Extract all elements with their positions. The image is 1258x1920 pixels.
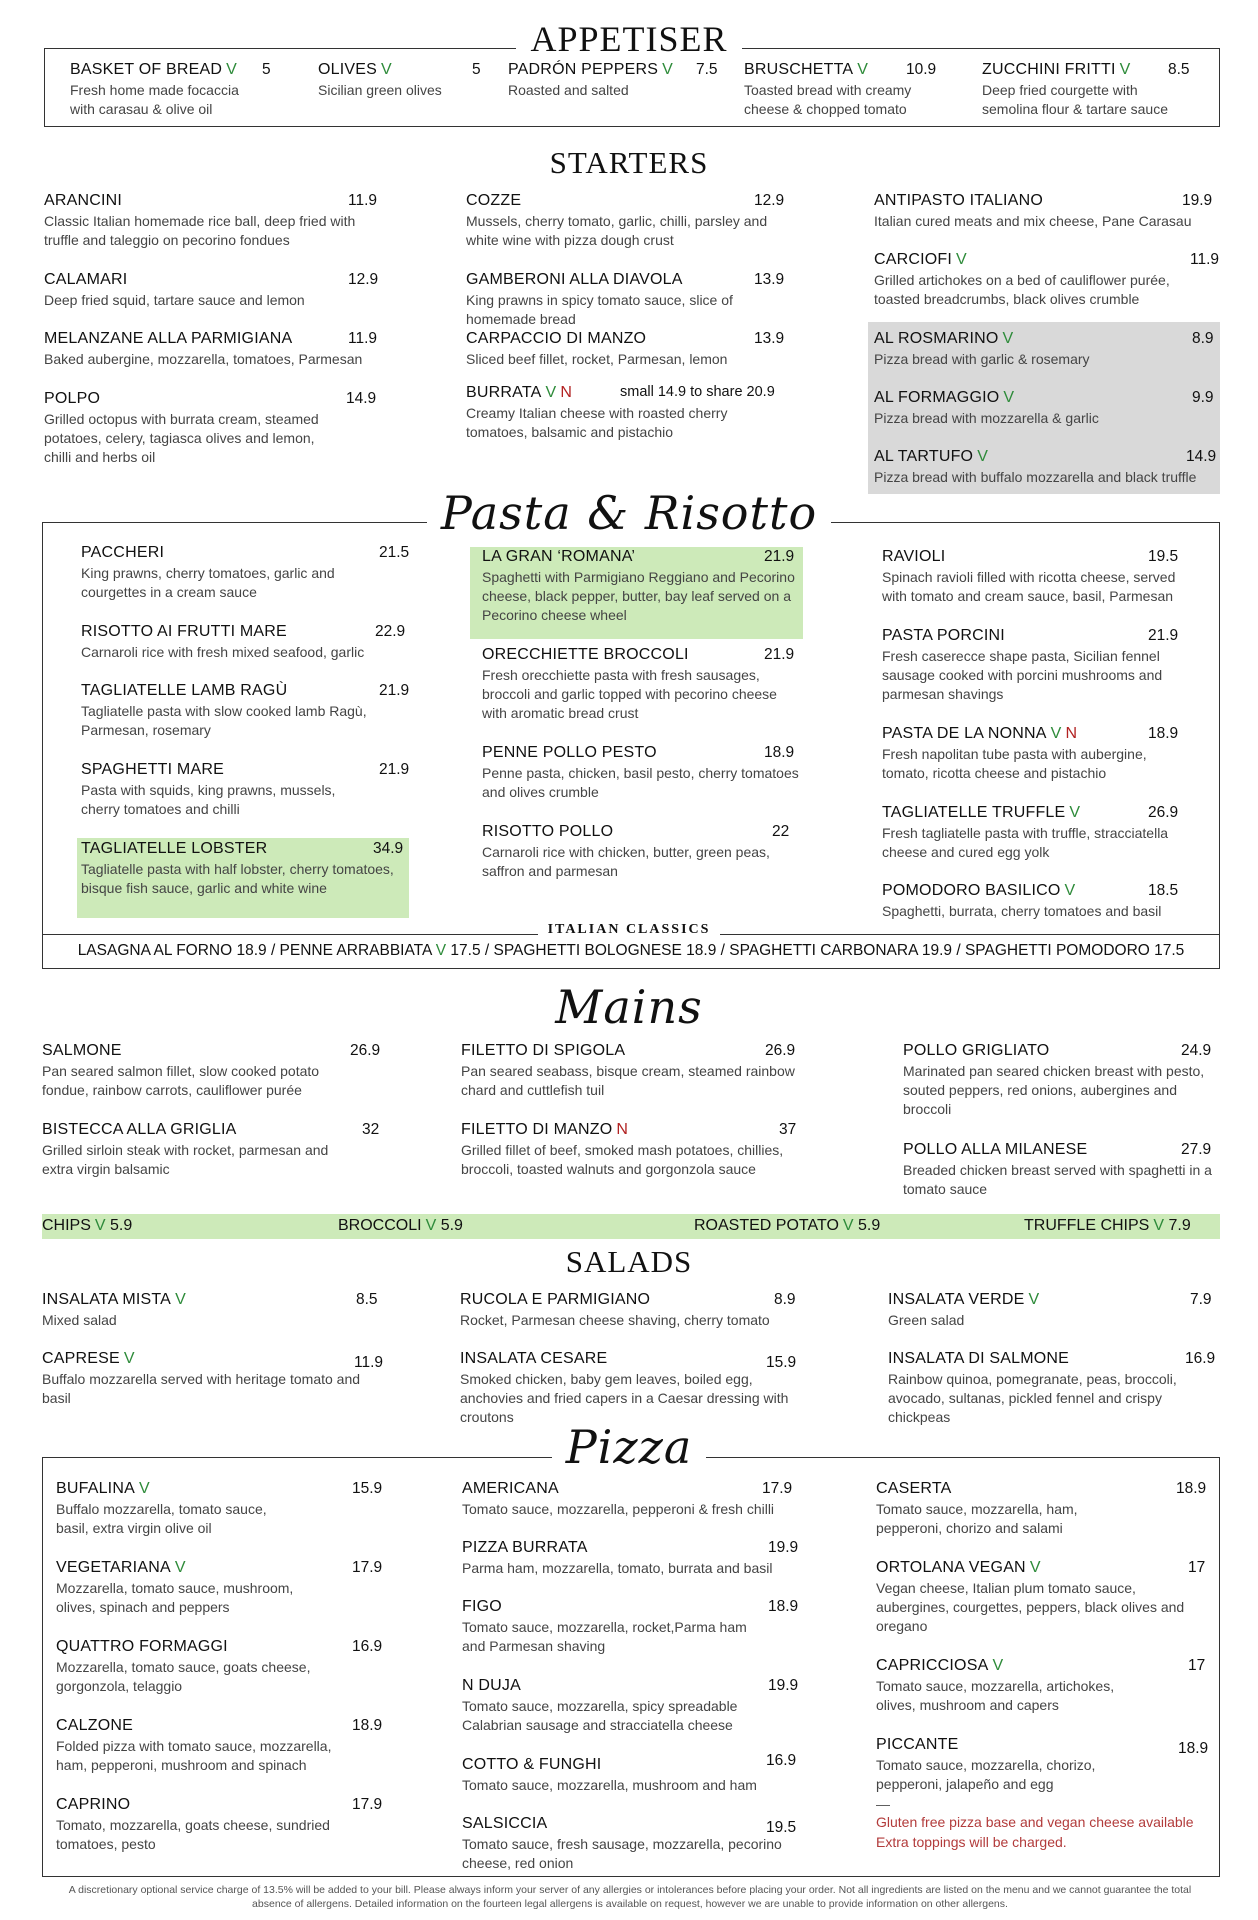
item-description: Fresh tagliatelle pasta with truffle, stracciatella cheese and cured egg yolk — [882, 825, 1169, 860]
item-description: Grilled sirloin steak with rocket, parmesan and extra virgin balsamic — [42, 1142, 329, 1177]
item-name: COTTO & FUNGHI — [462, 1756, 602, 1773]
nuts-mark: N — [560, 384, 573, 401]
item-description: Spaghetti with Parmigiano Reggiano and Pecorino cheese, black pepper, butter, bay leaf served on a Pecorino cheese wheel — [482, 569, 795, 623]
vegetarian-mark: V — [175, 1291, 186, 1308]
menu-item — [874, 251, 1220, 309]
menu-item — [882, 804, 1182, 862]
item-name: PICCANTE — [876, 1736, 959, 1753]
vegetarian-mark: V — [977, 448, 989, 465]
item-name: CALZONE — [56, 1717, 133, 1734]
starters-title: STARTERS — [0, 145, 1258, 181]
item-price: 18.9 — [768, 1598, 799, 1615]
item-price: 18.5 — [1148, 882, 1179, 899]
item-description: Mussels, cherry tomato, garlic, chilli, parsley and white wine with pizza dough crust — [466, 213, 768, 248]
item-description: Classic Italian homemade rice ball, deep fried with truffle and taleggio on pecorino fondues — [44, 213, 356, 248]
menu-item — [882, 882, 1182, 921]
note-dash: — — [876, 1796, 890, 1812]
item-price: 18.9 — [352, 1717, 383, 1734]
mains-title: Mains — [0, 980, 1258, 1034]
item-description: Creamy Italian cheese with roasted cherry tomatoes, balsamic and pistachio — [466, 405, 728, 440]
item-name: VEGETARIANA — [56, 1559, 171, 1576]
vegetarian-mark: V — [1050, 725, 1062, 742]
side-item: TRUFFLE CHIPS V 7.9 — [1024, 1217, 1191, 1234]
vegetarian-mark: V — [1119, 61, 1131, 78]
item-name: PADRÓN PEPPERS — [508, 61, 659, 78]
menu-item — [461, 1121, 806, 1179]
item-price: 26.9 — [765, 1042, 796, 1059]
item-name: POLLO ALLA MILANESE — [903, 1141, 1088, 1158]
item-name: BISTECCA ALLA GRIGLIA — [42, 1121, 237, 1138]
item-price: 18.9 — [1178, 1740, 1209, 1757]
vegetarian-mark: V — [138, 1480, 150, 1497]
item-description: Green salad — [888, 1312, 965, 1328]
vegetarian-mark: V — [956, 251, 967, 268]
item-price: 16.9 — [1185, 1350, 1216, 1367]
item-name: OLIVES — [318, 61, 378, 78]
menu-item — [462, 1598, 797, 1656]
item-name: BASKET OF BREAD — [70, 61, 223, 78]
item-description: Penne pasta, chicken, basil pesto, cherry tomatoes and olives crumble — [482, 765, 799, 800]
item-name: PIZZA BURRATA — [462, 1539, 588, 1556]
item-name: MELANZANE ALLA PARMIGIANA — [44, 330, 293, 347]
item-price: 11.9 — [348, 330, 378, 347]
item-price: 21.9 — [379, 761, 410, 778]
item-price: 19.5 — [766, 1819, 797, 1836]
vegetarian-mark: V — [94, 1217, 106, 1234]
item-price: 17.9 — [762, 1480, 793, 1497]
item-name: CAPRINO — [56, 1796, 131, 1813]
item-price: 15.9 — [352, 1480, 383, 1497]
item-description: Roasted and salted — [508, 82, 629, 98]
item-name: AL ROSMARINO — [874, 330, 999, 347]
item-price: 17.9 — [352, 1559, 383, 1576]
item-name: CAPRESE — [42, 1350, 120, 1367]
item-description: Tomato sauce, fresh sausage, mozzarella, pecorino cheese, red onion — [462, 1836, 782, 1871]
item-price: 19.9 — [768, 1677, 799, 1694]
gluten-free-note: Gluten free pizza base and vegan cheese available — [876, 1814, 1194, 1830]
item-name: CALAMARI — [44, 271, 128, 288]
item-name: CAPRICCIOSA — [876, 1657, 989, 1674]
item-name: FILETTO DI MANZO — [461, 1121, 613, 1138]
item-price: 16.9 — [766, 1752, 797, 1769]
menu-item — [44, 330, 378, 369]
menu-item — [56, 1559, 381, 1617]
item-price: 12.9 — [348, 271, 379, 288]
item-name: BUFALINA — [56, 1480, 135, 1497]
nuts-mark: N — [1065, 725, 1078, 742]
menu-item — [508, 61, 723, 100]
item-price: 26.9 — [1148, 804, 1179, 821]
item-description: Grilled octopus with burrata cream, steamed potatoes, celery, tagiasca olives and lemon, chilli and herbs oil — [44, 411, 319, 465]
menu-item — [42, 1291, 382, 1330]
item-name: PASTA PORCINI — [882, 627, 1005, 644]
side-item: CHIPS V 5.9 — [42, 1217, 133, 1234]
menu-item — [56, 1638, 381, 1696]
menu-item — [44, 192, 378, 250]
item-description: Grilled artichokes on a bed of cauliflower purée, toasted breadcrumbs, black olives crumble — [874, 272, 1170, 307]
item-name: RISOTTO AI FRUTTI MARE — [81, 623, 287, 640]
vegetarian-mark: V — [1029, 1559, 1041, 1576]
item-name: SALMONE — [42, 1042, 122, 1059]
item-description: Pasta with squids, king prawns, mussels, cherry tomatoes and chilli — [81, 782, 336, 817]
item-price: 17 — [1188, 1657, 1206, 1674]
item-description: Mozzarella, tomato sauce, goats cheese, gorgonzola, telaggio — [56, 1659, 311, 1694]
item-price: 24.9 — [1181, 1042, 1212, 1059]
vegetarian-mark: V — [381, 61, 392, 78]
item-name: INSALATA MISTA — [42, 1291, 172, 1308]
vegetarian-mark: V — [123, 1350, 135, 1367]
item-name: TAGLIATELLE LAMB RAGÙ — [81, 682, 288, 699]
item-price: 10.9 — [906, 61, 937, 78]
item-description: Fresh napolitan tube pasta with aubergine, tomato, ricotta cheese and pistachio — [882, 746, 1147, 781]
item-description: Tomato sauce, mozzarella, artichokes, olives, mushroom and capers — [876, 1678, 1115, 1713]
item-price: 13.9 — [754, 330, 785, 347]
menu-item — [876, 1657, 1206, 1715]
vegetarian-mark: V — [992, 1657, 1004, 1674]
menu-item — [44, 271, 379, 310]
vegetarian-mark: V — [1028, 1291, 1040, 1308]
item-description: Tomato, mozzarella, goats cheese, sundried tomatoes, pesto — [56, 1817, 330, 1852]
side-item: ROASTED POTATO V 5.9 — [694, 1217, 881, 1234]
menu-item — [903, 1042, 1218, 1119]
menu-item — [81, 761, 410, 819]
item-price: 19.5 — [1148, 548, 1179, 565]
menu-item — [81, 840, 406, 898]
item-price: 18.9 — [1148, 725, 1179, 742]
item-name: SPAGHETTI MARE — [81, 761, 224, 778]
item-description: Rocket, Parmesan cheese shaving, cherry tomato — [460, 1312, 770, 1328]
item-description: Tomato sauce, mozzarella, pepperoni & fresh chilli — [462, 1501, 775, 1517]
item-name: PASTA DE LA NONNA — [882, 725, 1047, 742]
item-description: Pan seared seabass, bisque cream, steamed rainbow chard and cuttlefish tuil — [461, 1063, 795, 1098]
item-description: Buffalo mozzarella, tomato sauce, basil, extra virgin olive oil — [56, 1501, 267, 1536]
item-name: POLLO GRIGLIATO — [903, 1042, 1050, 1059]
item-name: POMODORO BASILICO — [882, 882, 1061, 899]
item-price: 37 — [779, 1121, 797, 1138]
item-name: ANTIPASTO ITALIANO — [874, 192, 1043, 209]
item-name: QUATTRO FORMAGGI — [56, 1638, 228, 1655]
item-price: 18.9 — [764, 744, 795, 761]
item-price: 34.9 — [373, 840, 404, 857]
menu-item — [882, 627, 1182, 704]
item-name: RUCOLA E PARMIGIANO — [460, 1291, 651, 1308]
menu-item — [876, 1736, 1209, 1794]
item-price: 14.9 — [1186, 448, 1217, 465]
item-name: PENNE POLLO PESTO — [482, 744, 657, 761]
item-description: Deep fried squid, tartare sauce and lemon — [44, 292, 305, 308]
menu-item — [903, 1141, 1218, 1199]
item-description: Pizza bread with mozzarella & garlic — [874, 410, 1099, 426]
menu-item — [56, 1480, 381, 1538]
menu-item — [81, 544, 410, 602]
item-price: 17.9 — [352, 1796, 383, 1813]
item-description: Tomato sauce, mozzarella, rocket,Parma ham and Parmesan shaving — [462, 1619, 747, 1654]
item-price: 5 — [262, 61, 271, 78]
item-description: Mozzarella, tomato sauce, mushroom, olives, spinach and peppers — [56, 1580, 294, 1615]
item-description: Parma ham, mozzarella, tomato, burrata and basil — [462, 1560, 773, 1576]
pasta-title: Pasta & Risotto — [0, 486, 1258, 540]
menu-item — [461, 1042, 806, 1100]
item-name: INSALATA DI SALMONE — [888, 1350, 1070, 1367]
item-price: 21.9 — [379, 682, 410, 699]
item-description: Grilled fillet of beef, smoked mash potatoes, chillies, broccoli, toasted walnuts and gorgonzola sauce — [461, 1142, 784, 1177]
item-price: 14.9 — [346, 390, 377, 407]
menu-item — [462, 1480, 797, 1519]
vegetarian-mark: V — [842, 1217, 854, 1234]
item-name: AL FORMAGGIO — [874, 389, 1000, 406]
item-price: 19.9 — [1182, 192, 1213, 209]
item-description: King prawns in spicy tomato sauce, slice of homemade bread — [466, 292, 733, 327]
menu-item — [882, 548, 1182, 606]
item-description: Italian cured meats and mix cheese, Pane Carasau — [874, 213, 1192, 229]
item-name: BURRATA — [466, 384, 542, 401]
item-description: Tomato sauce, mozzarella, chorizo, pepperoni, jalapeño and egg — [876, 1757, 1096, 1792]
item-name: COZZE — [466, 192, 522, 209]
item-name: BRUSCHETTA — [744, 61, 854, 78]
menu-item — [81, 623, 406, 662]
menu-item — [888, 1291, 1218, 1330]
item-price: 11.9 — [1190, 251, 1220, 268]
item-price: 21.9 — [764, 646, 795, 663]
menu-item — [44, 390, 377, 467]
item-name: RAVIOLI — [882, 548, 946, 565]
menu-item — [466, 271, 806, 329]
menu-item — [462, 1815, 797, 1873]
item-price: 8.5 — [356, 1291, 378, 1308]
item-name: FIGO — [462, 1598, 502, 1615]
item-price: 15.9 — [766, 1354, 797, 1371]
menu-item — [874, 330, 1214, 369]
item-name: AL TARTUFO — [874, 448, 974, 465]
item-description: Fresh home made focaccia with carasau & olive oil — [70, 82, 239, 117]
item-price: 21.5 — [379, 544, 410, 561]
item-name: ORECCHIETTE BROCCOLI — [482, 646, 689, 663]
vegetarian-mark: V — [662, 61, 673, 78]
item-name: AMERICANA — [462, 1480, 559, 1497]
menu-item — [982, 61, 1197, 119]
menu-item — [42, 1042, 387, 1100]
vegetarian-mark: V — [1153, 1217, 1165, 1234]
item-name: POLPO — [44, 390, 101, 407]
item-description: Pan seared salmon fillet, slow cooked potato fondue, rainbow carrots, cauliflower purée — [42, 1063, 320, 1098]
item-name: CASERTA — [876, 1480, 952, 1497]
menu-item — [482, 744, 802, 802]
item-description: Breaded chicken breast served with spaghetti in a tomato sauce — [903, 1162, 1212, 1197]
item-price: 13.9 — [754, 271, 785, 288]
menu-item — [744, 61, 969, 119]
item-description: Carnaroli rice with chicken, butter, green peas, saffron and parmesan — [482, 844, 770, 879]
menu-item — [460, 1350, 805, 1427]
item-name: CARPACCIO DI MANZO — [466, 330, 647, 347]
item-description: Fresh orecchiette pasta with fresh sausages, broccoli and garlic topped with pecorino cheese with aromatic bread crust — [482, 667, 777, 721]
item-name: PACCHERI — [81, 544, 165, 561]
item-price: 12.9 — [754, 192, 785, 209]
extra-toppings-note: Extra toppings will be charged. — [876, 1834, 1067, 1850]
menu-item — [874, 389, 1214, 428]
menu-item — [882, 725, 1182, 783]
item-description: Rainbow quinoa, pomegranate, peas, broccoli, avocado, sultanas, pickled fennel and crispy chickpeas — [888, 1371, 1177, 1425]
menu-item — [56, 1796, 381, 1854]
vegetarian-mark: V — [1064, 882, 1076, 899]
item-price: 19.9 — [768, 1539, 799, 1556]
item-description: Vegan cheese, Italian plum tomato sauce, aubergines, courgettes, peppers, black olives and oregano — [876, 1580, 1185, 1634]
menu-item — [482, 548, 802, 625]
item-name: GAMBERONI ALLA DIAVOLA — [466, 271, 683, 288]
vegetarian-mark: V — [857, 61, 869, 78]
item-price: 32 — [362, 1121, 380, 1138]
item-description: Sliced beef fillet, rocket, Parmesan, lemon — [466, 351, 728, 367]
item-price: 21.9 — [764, 548, 795, 565]
item-price: 7.5 — [696, 61, 718, 78]
menu-item — [70, 61, 275, 119]
item-description: Smoked chicken, baby gem leaves, boiled egg, anchovies and fried capers in a Caesar dressing with croutons — [460, 1371, 789, 1425]
item-description: Marinated pan seared chicken breast with pesto, souted peppers, red onions, aubergines and broccoli — [903, 1063, 1205, 1117]
item-description: Tagliatelle pasta with slow cooked lamb Ragù, Parmesan, rosemary — [81, 703, 367, 738]
item-name: TAGLIATELLE LOBSTER — [81, 840, 268, 857]
menu-item — [888, 1350, 1218, 1427]
menu-item — [318, 61, 488, 100]
menu-item — [42, 1121, 387, 1179]
item-price: 8.9 — [774, 1291, 796, 1308]
item-description: Pizza bread with buffalo mozzarella and black truffle — [874, 469, 1197, 485]
item-description: Tomato sauce, mozzarella, spicy spreadable Calabrian sausage and stracciatella cheese — [462, 1698, 738, 1733]
classics-title: ITALIAN CLASSICS — [0, 922, 1258, 938]
item-description: Tomato sauce, mozzarella, mushroom and ham — [462, 1777, 757, 1793]
vegetarian-mark: V — [425, 1217, 437, 1234]
item-description: King prawns, cherry tomatoes, garlic and courgettes in a cream sauce — [81, 565, 335, 600]
menu-item — [876, 1559, 1206, 1636]
item-price: 5 — [472, 61, 481, 78]
item-price: 26.9 — [350, 1042, 381, 1059]
item-name: FILETTO DI SPIGOLA — [461, 1042, 626, 1059]
item-name: CARCIOFI — [874, 251, 953, 268]
item-description: Toasted bread with creamy cheese & chopped tomato — [744, 82, 912, 117]
item-description: Folded pizza with tomato sauce, mozzarella, ham, pepperoni, mushroom and spinach — [56, 1738, 332, 1773]
vegetarian-mark: V — [226, 61, 237, 78]
item-description: Carnaroli rice with fresh mixed seafood, garlic — [81, 644, 365, 660]
item-name: LA GRAN ‘ROMANA’ — [482, 548, 636, 565]
item-name: INSALATA CESARE — [460, 1350, 608, 1367]
item-price: 22.9 — [375, 623, 406, 640]
item-price: 11.9 — [354, 1354, 384, 1371]
item-description: Mixed salad — [42, 1312, 117, 1328]
menu-item — [462, 1752, 797, 1795]
menu-item — [466, 330, 806, 369]
menu-item — [460, 1291, 805, 1330]
vegetarian-mark: V — [1069, 804, 1081, 821]
menu-item — [482, 823, 802, 881]
menu-item — [874, 192, 1214, 231]
menu-item — [876, 1480, 1206, 1538]
menu-item — [462, 1677, 797, 1735]
item-name: INSALATA VERDE — [888, 1291, 1025, 1308]
menu-item — [466, 192, 806, 250]
vegetarian-mark: V — [435, 942, 447, 959]
item-description: Fresh caserecce shape pasta, Sicilian fennel sausage cooked with porcini mushrooms and parmesan shavings — [882, 648, 1163, 702]
item-price: 22 — [772, 823, 790, 840]
item-name: ORTOLANA VEGAN — [876, 1559, 1026, 1576]
item-price: 7.9 — [1190, 1291, 1212, 1308]
item-price: 8.9 — [1192, 330, 1214, 347]
classics-line: LASAGNA AL FORNO 18.9 / PENNE ARRABBIATA V 17.5 / SPAGHETTI BOLOGNESE 18.9 / SPAGHETTI CARBONARA 19.9 / SPAGHETTI POMODORO 17.5 — [77, 942, 1185, 959]
item-description: Tomato sauce, mozzarella, ham, pepperoni, chorizo and salami — [876, 1501, 1078, 1536]
item-description: Spinach ravioli filled with ricotta cheese, served with tomato and cream sauce, basil, Parmesan — [882, 569, 1176, 604]
menu-item — [42, 1350, 382, 1408]
menu-item — [56, 1717, 381, 1775]
item-price: 18.9 — [1176, 1480, 1207, 1497]
item-description: Buffalo mozzarella served with heritage tomato and basil — [42, 1371, 361, 1406]
item-name: ZUCCHINI FRITTI — [982, 61, 1116, 78]
salads-title: SALADS — [0, 1244, 1258, 1280]
item-name: RISOTTO POLLO — [482, 823, 614, 840]
allergen-disclaimer: A discretionary optional service charge of 13.5% will be added to your bill. Please always inform your server of any allergies or intolerances before placing your order. Not all ingredients are listed on the menu and we cannot guarantee the total absence of allergens. Detailed information on the fourteen legal allergens is available on request, however we are unable to provide information on other allergens. — [68, 1884, 1192, 1910]
item-price: small 14.9 to share 20.9 — [620, 384, 775, 400]
item-price: 11.9 — [348, 192, 378, 209]
pizza-title: Pizza — [0, 1420, 1258, 1474]
item-description: Pizza bread with garlic & rosemary — [874, 351, 1090, 367]
menu-item — [874, 448, 1217, 487]
item-description: Deep fried courgette with semolina flour & tartare sauce — [982, 82, 1168, 117]
item-description: Tagliatelle pasta with half lobster, cherry tomatoes, bisque fish sauce, garlic and white wine — [81, 861, 394, 896]
item-price: 17 — [1188, 1559, 1206, 1576]
menu-item — [462, 1539, 797, 1578]
item-price: 8.5 — [1168, 61, 1190, 78]
menu-item — [482, 646, 802, 723]
item-name: ARANCINI — [44, 192, 123, 209]
menu-item — [81, 682, 410, 740]
item-name: N DUJA — [462, 1677, 521, 1694]
item-name: TAGLIATELLE TRUFFLE — [882, 804, 1066, 821]
vegetarian-mark: V — [174, 1559, 186, 1576]
item-price: 21.9 — [1148, 627, 1179, 644]
appetiser-title: APPETISER — [0, 18, 1258, 60]
vegetarian-mark: V — [1003, 389, 1015, 406]
nuts-mark: N — [616, 1121, 629, 1138]
item-description: Spaghetti, burrata, cherry tomatoes and basil — [882, 903, 1162, 919]
item-name: SALSICCIA — [462, 1815, 548, 1832]
side-item: BROCCOLI V 5.9 — [338, 1217, 463, 1234]
menu-item — [466, 384, 806, 442]
vegetarian-mark: V — [1002, 330, 1014, 347]
item-price: 9.9 — [1192, 389, 1214, 406]
item-description: Sicilian green olives — [318, 82, 442, 98]
pizza-note — [876, 1796, 1216, 1852]
item-description: Baked aubergine, mozzarella, tomatoes, Parmesan — [44, 351, 363, 367]
item-price: 27.9 — [1181, 1141, 1212, 1158]
vegetarian-mark: V — [545, 384, 557, 401]
item-price: 16.9 — [352, 1638, 383, 1655]
